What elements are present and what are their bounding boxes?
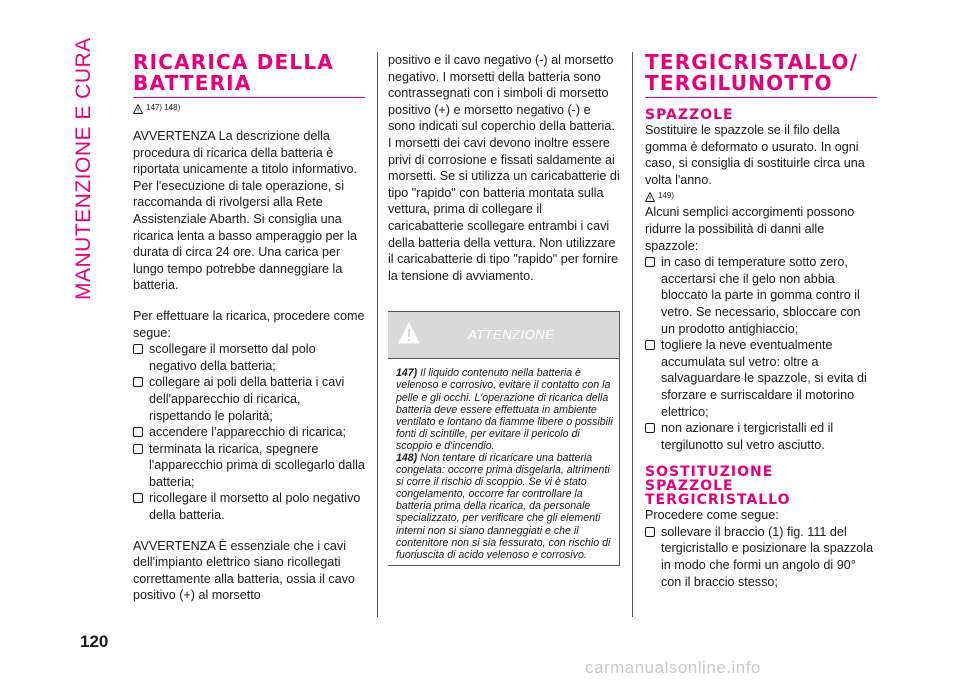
bullet-box-icon <box>133 444 143 454</box>
bullet-list <box>133 341 365 524</box>
list-item <box>133 424 365 441</box>
warning-triangle-icon <box>133 104 143 114</box>
attention-box <box>388 311 620 566</box>
warning-reference-numbers: 147) 148) <box>146 103 181 112</box>
attention-notes <box>388 358 619 565</box>
paragraph: Alcuni semplici accorgimenti possono ridurre la possibilità di danni alle spazzole: <box>645 205 855 253</box>
bullet-box-icon <box>133 344 143 354</box>
column-2 <box>388 52 620 566</box>
subsection-title-blades: SPAZZOLE <box>645 107 734 123</box>
warning-triangle-icon <box>398 322 420 344</box>
bullet-list <box>645 524 877 590</box>
section-title-wipers: TERGICRISTALLO/ TERGILUNOTTO <box>645 52 877 98</box>
subsection-title-replace-blades: SOSTITUZIONE SPAZZOLE TERGICRISTALLO <box>645 464 791 509</box>
bullet-box-icon <box>133 427 143 437</box>
page-number: 120 <box>80 632 109 651</box>
watermark: carmanualsonline.info <box>585 658 761 677</box>
column-divider <box>632 52 633 617</box>
paragraph: Procedere come segue: <box>645 508 779 523</box>
warning-reference <box>133 102 365 114</box>
warning-note-text: Non tentare di ricaricare una batteria congelata: occorre prima disgelarla, altrimenti si corre il rischio di scoppio. Se vi è stato congelamento, occorre far controllare la batteria prima della ricarica, da personale specializzato, per verificare che gli elementi interni non si siano danneggiati e che il contenitore non si sia fessurato, con rischio di fuoriuscita di acido velenoso e corrosivo. <box>396 451 611 561</box>
bullet-box-icon <box>645 257 655 267</box>
paragraph: AVVERTENZA È essenziale che i cavi dell'impianto elettrico siano ricollegati correttamente alla batteria, ossia il cavo positivo (+) al morsetto <box>133 538 355 603</box>
attention-label: ATTENZIONE <box>468 327 555 343</box>
warning-note <box>396 452 613 561</box>
list-item <box>133 374 365 424</box>
column-divider <box>377 52 378 617</box>
column-3 <box>645 52 877 590</box>
section-side-title: MANUTENZIONE E CURA <box>72 37 95 300</box>
paragraph: AVVERTENZA La descrizione della procedura di ricarica della batteria è riportata unicamente a titolo informativo. Per l'esecuzione di tale operazione, si raccomanda di rivolgersi alla Rete Assistenziale Abarth. Si consiglia una ricarica lenta a basso amperaggio per la durata di circa 24 ore. Una carica per lungo tempo potrebbe danneggiare la batteria. <box>133 129 358 293</box>
list-item-text: scollegare il morsetto dal polo negativo della batteria; <box>149 342 316 373</box>
attention-header <box>388 312 619 358</box>
warning-reference-numbers: 149) <box>658 191 675 201</box>
bullet-box-icon <box>133 377 143 387</box>
list-item <box>645 337 877 420</box>
list-item <box>645 254 877 337</box>
list-item-text: togliere la neve eventualmente accumulata sul vetro: oltre a salvaguardare le spazzole, si evita di sforzare e surriscaldare il motorino elettrico; <box>661 338 867 419</box>
paragraph: Per effettuare la ricarica, procedere come segue: <box>133 308 365 340</box>
list-item <box>645 420 877 453</box>
paragraph: Sostituire le spazzole se il filo della gomma è deformato o usurato. In ogni caso, si consiglia di sostituirle circa una volta l'anno. <box>645 123 865 187</box>
warning-note-number: 148) <box>396 451 418 464</box>
list-item <box>133 490 365 523</box>
bullet-box-icon <box>645 527 655 537</box>
warning-note-number: 147) <box>396 367 418 380</box>
list-item-text: terminata la ricarica, spegnere l'apparecchio prima di scollegarlo dalla batteria; <box>149 441 365 489</box>
bullet-box-icon <box>645 340 655 350</box>
warning-note-text: Il liquido contenuto nella batteria è velenoso e corrosivo, evitare il contatto con la pelle e gli occhi. L'operazione di ricarica della batteria deve essere effettuata in ambiente ventilato e lontano da fiamme libere o possibili fonti di scintille, per evitare il pericolo di scoppio e d'incendio. <box>396 367 613 452</box>
bullet-list <box>645 254 877 453</box>
list-item-text: ricollegare il morsetto al polo negativo della batteria. <box>149 491 361 523</box>
list-item-text: sollevare il braccio (1) fig. 111 del tergicristallo e posizionare la spazzola in modo che formi un angolo di 90° con il braccio stesso; <box>661 524 874 589</box>
warning-reference <box>645 190 877 202</box>
bullet-box-icon <box>645 423 655 433</box>
list-item-text: collegare ai poli della batteria i cavi dell'apparecchio di ricarica, rispettando le polarità; <box>149 375 345 423</box>
list-item-text: in caso di temperature sotto zero, accertarsi che il gelo non abbia bloccato la parte in gomma contro il vetro. Se necessario, sbloccare con un prodotto antighiaccio; <box>661 255 861 336</box>
warning-note <box>396 367 613 452</box>
section-title-battery: RICARICA DELLA BATTERIA <box>133 52 365 98</box>
bullet-box-icon <box>133 493 143 503</box>
column-1 <box>133 52 365 604</box>
paragraph: positivo e il cavo negativo (-) al morsetto negativo. I morsetti della batteria sono contrassegnati con i simboli di morsetto positivo (+) e morsetto negativo (-) e sono indicati sul coperchio della batteria. I morsetti dei cavi devono inoltre essere privi di corrosione e fissati saldamente ai morsetti. Se si utilizza un caricabatterie di tipo "rapido" con batteria montata sulla vettura, prima di collegare il caricabatterie scollegare entrambi i cavi della batteria della vettura. Non utilizzare il caricabatterie di tipo "rapido" per fornire la tensione di avviamento. <box>388 53 620 283</box>
list-item <box>645 524 877 590</box>
list-item <box>133 441 365 491</box>
list-item-text: accendere l'apparecchio di ricarica; <box>149 425 347 440</box>
list-item <box>133 341 365 374</box>
list-item-text: non azionare i tergicristalli ed il tergilunotto sul vetro asciutto. <box>661 421 834 452</box>
warning-triangle-icon <box>645 192 655 202</box>
